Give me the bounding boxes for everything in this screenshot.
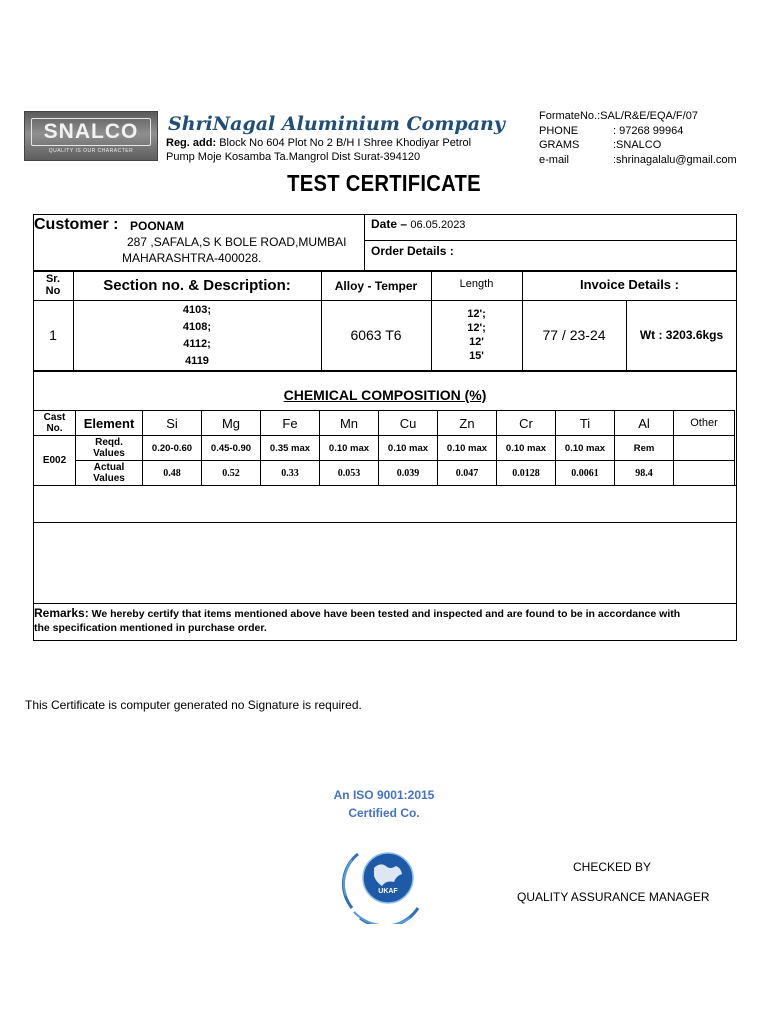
actual-value: 0.52 (202, 461, 261, 486)
element-si: Si (143, 411, 202, 436)
format-number: FormateNo.:SAL/R&E/EQA/F/07 (539, 110, 698, 122)
company-logo (24, 111, 158, 161)
customer-address-1: 287 ,SAFALA,S K BOLE ROAD,MUMBAI (127, 235, 347, 249)
date-label: Date – (371, 217, 408, 231)
element-cu: Cu (379, 411, 438, 436)
divider (33, 522, 737, 523)
actual-value: 98.4 (615, 461, 674, 486)
element-mg: Mg (202, 411, 261, 436)
reqd-value: 0.20-0.60 (143, 436, 202, 461)
remarks-label: Remarks: (34, 606, 89, 620)
customer-name: POONAM (130, 219, 184, 233)
section-item: 4108; (182, 321, 212, 333)
element-fe: Fe (261, 411, 320, 436)
invoice-header: Invoice Details : (580, 277, 679, 292)
length-item: 12' (469, 336, 484, 348)
table-row (34, 411, 735, 436)
actual-label: Actual Values (76, 461, 143, 486)
reqd-label: Reqd. Values (76, 436, 143, 461)
element-other: Other (674, 411, 735, 436)
length-list (431, 307, 522, 363)
reqd-value: 0.45-0.90 (202, 436, 261, 461)
reqd-value: 0.10 max (556, 436, 615, 461)
reqd-value: 0.10 max (379, 436, 438, 461)
element-mn: Mn (320, 411, 379, 436)
element-ti: Ti (556, 411, 615, 436)
divider (33, 603, 737, 604)
actual-value: 0.0061 (556, 461, 615, 486)
chemical-title: CHEMICAL COMPOSITION (%) (283, 387, 487, 403)
section-item: 4119 (185, 355, 209, 367)
actual-value (674, 461, 735, 486)
reqd-value: 0.10 max (320, 436, 379, 461)
element-header: Element (76, 411, 143, 436)
registered-address-line-1 (166, 137, 471, 149)
actual-value: 0.33 (261, 461, 320, 486)
actual-value: 0.047 (438, 461, 497, 486)
phone-value: : 97268 99964 (613, 124, 684, 137)
actual-value: 0.0128 (497, 461, 556, 486)
table-row (34, 436, 735, 461)
section-item: 4112; (183, 338, 211, 350)
alloy-header: Alloy - Temper (334, 279, 418, 293)
ukaf-label: UKAF (378, 888, 398, 895)
qa-manager: QUALITY ASSURANCE MANAGER (517, 890, 710, 904)
table-row (34, 461, 735, 486)
cast-header: Cast No. (34, 411, 76, 436)
reqd-value: 0.10 max (497, 436, 556, 461)
grams-label: GRAMS (539, 139, 580, 152)
reqd-value: 0.10 max (438, 436, 497, 461)
company-name: ShriNagal Aluminium Company (168, 113, 505, 135)
reg-label: Reg. add: (166, 137, 217, 149)
invoice-weight: Wt : 3203.6kgs (639, 328, 724, 342)
date-value: 06.05.2023 (410, 219, 466, 231)
reg-address-2: Pump Moje Kosamba Ta.Mangrol Dist Surat-394120 (166, 151, 421, 163)
customer-address-2: MAHARASHTRA-400028. (122, 251, 262, 265)
reqd-value (674, 436, 735, 461)
divider (33, 485, 737, 486)
sr-header: Sr. No (45, 273, 61, 297)
customer-label: Customer : (34, 216, 119, 233)
computer-generated-note: This Certificate is computer generated no Signature is required. (25, 698, 362, 712)
length-item: 12'; (467, 322, 486, 334)
ukaf-globe-logo (338, 838, 426, 924)
order-details-label: Order Details : (371, 244, 454, 258)
iso-line-1: An ISO 9001:2015 (333, 788, 435, 802)
chemical-table (33, 410, 735, 486)
sr-value: 1 (49, 327, 57, 343)
section-item: 4103; (182, 304, 212, 316)
actual-value: 0.053 (320, 461, 379, 486)
reqd-value: Rem (615, 436, 674, 461)
alloy-value: 6063 T6 (350, 327, 402, 343)
element-zn: Zn (438, 411, 497, 436)
reqd-value: 0.35 max (261, 436, 320, 461)
actual-value: 0.48 (143, 461, 202, 486)
element-al: Al (615, 411, 674, 436)
section-list (73, 302, 321, 370)
reg-address-1: Block No 604 Plot No 2 B/H I Shree Khodiyar Petrol (219, 137, 472, 149)
actual-value: 0.039 (379, 461, 438, 486)
email-value: :shrinagalalu@gmail.com (613, 154, 737, 167)
invoice-number: 77 / 23-24 (542, 327, 606, 343)
checked-by: CHECKED BY (573, 860, 652, 874)
remarks (34, 606, 736, 635)
element-cr: Cr (497, 411, 556, 436)
length-header: Length (459, 278, 494, 290)
email-label: e-mail (539, 154, 569, 167)
remarks-text-1: We hereby certify that items mentioned above have been tested and inspected and are found to be in accordance with (91, 608, 681, 620)
cast-number: E002 (34, 436, 76, 486)
logo-wordmark: SNALCO (31, 118, 151, 146)
length-item: 12'; (467, 308, 486, 320)
page-title: TEST CERTIFICATE (287, 170, 481, 196)
phone-label: PHONE (539, 124, 579, 137)
grams-value: :SNALCO (613, 139, 662, 152)
contact-block (539, 109, 737, 168)
length-item: 15' (469, 350, 484, 362)
remarks-text-2: the specification mentioned in purchase order. (34, 622, 267, 634)
iso-line-2: Certified Co. (348, 806, 420, 820)
logo-tagline: QUALITY IS OUR CHARACTER (48, 148, 134, 154)
section-header: Section no. & Description: (103, 277, 291, 294)
